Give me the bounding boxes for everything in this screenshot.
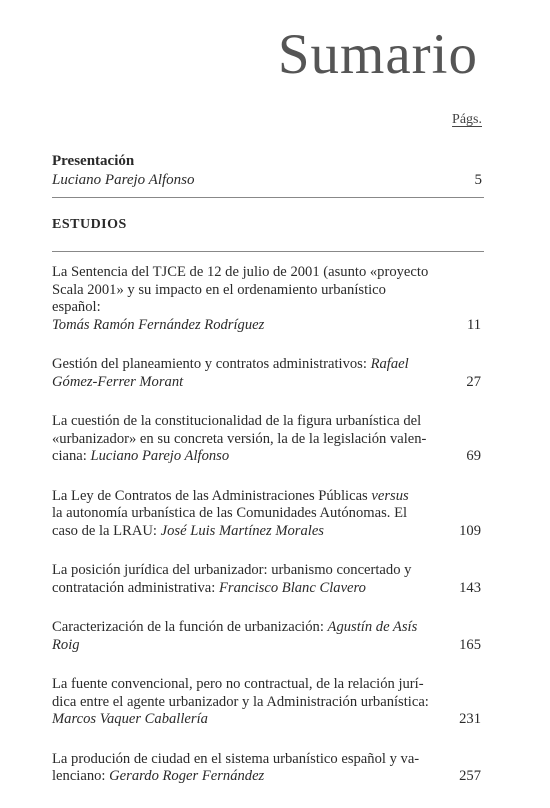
entry-title-italic: versus: [371, 487, 409, 504]
toc-entry: [52, 488, 484, 541]
toc-list: [52, 264, 484, 808]
entry-page: 109: [459, 522, 481, 539]
toc-entry: [52, 751, 484, 786]
entry-title: La Sentencia del TJCE de 12 de julio de 2001 (asunto «proyecto: [52, 264, 429, 280]
divider: [52, 197, 484, 198]
toc-entry: [52, 562, 484, 597]
section-heading: ESTUDIOS: [52, 217, 127, 232]
page-title: Sumario: [277, 23, 478, 86]
entry-author: Francisco Blanc Clavero: [218, 579, 366, 596]
entry-page: 231: [459, 711, 481, 727]
presentation-author: Luciano Parejo Alfonso: [52, 172, 195, 188]
entry-page: 11: [466, 316, 481, 333]
divider: [52, 251, 484, 252]
entry-title: La fuente convencional, pero no contractual, de la relación jurí-: [52, 676, 424, 692]
entry-author: Roig: [52, 636, 80, 653]
entry-page: 27: [466, 373, 481, 390]
entry-author: Rafael: [370, 356, 409, 372]
toc-entry: [52, 413, 484, 466]
presentation-entry: [52, 152, 482, 190]
entry-title: contratación administrativa:: [52, 579, 219, 596]
presentation-heading: Presentación: [52, 153, 135, 169]
toc-entry: [52, 676, 484, 729]
entry-author: José Luis Martínez Morales: [160, 522, 324, 539]
toc-entry: [52, 356, 484, 391]
toc-entry: [52, 264, 484, 334]
entry-title: Caracterización de la función de urbanización:: [52, 619, 328, 635]
entry-title: la autonomía urbanística de las Comunidades Autónomas. El: [52, 505, 408, 521]
entry-title: caso de la LRAU:: [52, 522, 161, 539]
entry-title: Scala 2001» y su impacto en el ordenamiento urbanístico español:: [52, 281, 386, 315]
entry-title: dica entre el agente urbanizador y la Administración urbanística:: [52, 693, 429, 710]
entry-title: La Ley de Contratos de las Administraciones Públicas: [52, 487, 372, 504]
entry-page: 165: [459, 636, 481, 653]
toc-entry: [52, 619, 484, 654]
entry-title: ciana:: [52, 448, 91, 464]
entry-title: La cuestión de la constitucionalidad de la figura urbanística del: [52, 413, 422, 429]
entry-page: 69: [466, 448, 481, 464]
pages-column-label: Págs.: [452, 112, 482, 127]
entry-title: La produción de ciudad en el sistema urbanístico español y va-: [52, 750, 420, 767]
entry-title: Gestión del planeamiento y contratos administrativos:: [52, 356, 371, 372]
entry-author: Agustín de Asís: [327, 619, 418, 635]
entry-author: Gómez-Ferrer Morant: [52, 373, 184, 390]
entry-title: «urbanizador» en su concreta versión, la de la legislación valen-: [52, 430, 427, 447]
entry-author: Gerardo Roger Fernández: [109, 768, 265, 784]
entry-page: 257: [459, 768, 481, 784]
presentation-page: 5: [474, 172, 482, 188]
entry-title: lenciano:: [52, 768, 110, 784]
entry-author: Luciano Parejo Alfonso: [90, 448, 230, 464]
entry-page: 143: [459, 579, 481, 596]
entry-author: Marcos Vaquer Caballería: [52, 711, 208, 727]
entry-title: La posición jurídica del urbanizador: urbanismo concertado y: [52, 562, 412, 578]
entry-author: Tomás Ramón Fernández Rodríguez: [52, 316, 265, 333]
